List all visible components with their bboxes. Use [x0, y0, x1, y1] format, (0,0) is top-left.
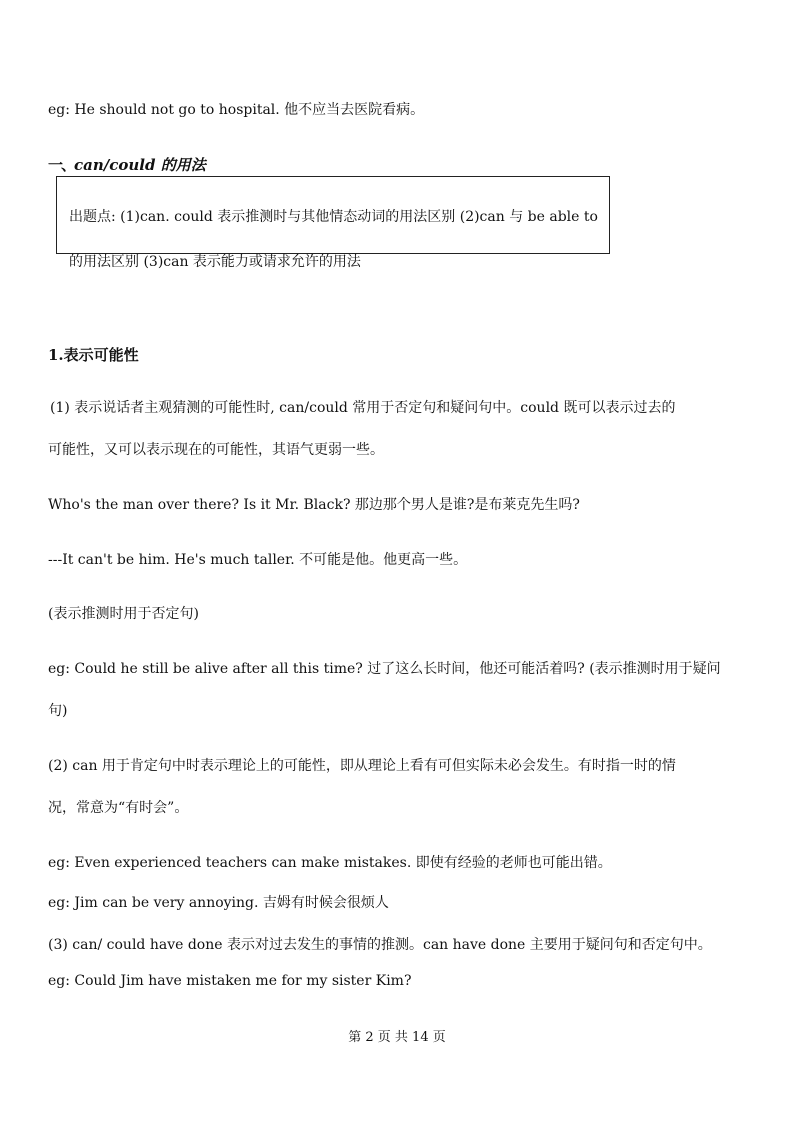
- paragraph-line: (3) can/ could have done 表示对过去发生的事情的推测。can have done 主要用于疑问句和否定句中。: [48, 937, 712, 953]
- note-text: (表示推测时用于否定句): [48, 606, 199, 622]
- paragraph-line: (1) 表示说话者主观猜测的可能性时, can/could 常用于否定句和疑问句中。could 既可以表示过去的: [50, 400, 676, 416]
- paragraph-line: 可能性，又可以表示现在的可能性，其语气更弱一些。: [48, 442, 384, 458]
- exam-points-box: [56, 176, 610, 270]
- exam-points-text: 出题点: (1)can. could 表示推测时与其他情态动词的用法区别 (2)can 与 be able to 的用法区别 (3)can 表示能力或请求允许的用法: [69, 209, 598, 270]
- page-footer: 第 2 页 共 14 页: [348, 1030, 446, 1045]
- example-sentence: Who's the man over there? Is it Mr. Black? 那边那个男人是谁?是布莱克先生吗?: [48, 497, 580, 513]
- heading-number: 一、: [48, 156, 75, 174]
- example-sentence: eg: Jim can be very annoying. 吉姆有时候会很烦人: [48, 895, 389, 911]
- example-sentence: eg: He should not go to hospital. 他不应当去医院看病。: [48, 102, 425, 118]
- subsection-title: 1.表示可能性: [48, 346, 139, 364]
- paragraph-line: (2) can 用于肯定句中时表示理论上的可能性，即从理论上看有可但实际未必会发生。有时指一时的情: [48, 758, 676, 774]
- example-sentence: ---It can't be him. He's much taller. 不可能是他。他更高一些。: [48, 552, 468, 568]
- example-sentence: 句): [48, 703, 68, 719]
- example-sentence: eg: Even experienced teachers can make mistakes. 即使有经验的老师也可能出错。: [48, 855, 612, 871]
- example-sentence: eg: Could he still be alive after all this time? 过了这么长时间，他还可能活着吗? (表示推测时用于疑问: [48, 661, 721, 677]
- section-heading: [48, 154, 206, 175]
- heading-label: can/could 的用法: [74, 156, 206, 174]
- paragraph-line: 况，常意为“有时会”。: [48, 800, 189, 816]
- example-sentence: eg: Could Jim have mistaken me for my sister Kim?: [48, 973, 412, 989]
